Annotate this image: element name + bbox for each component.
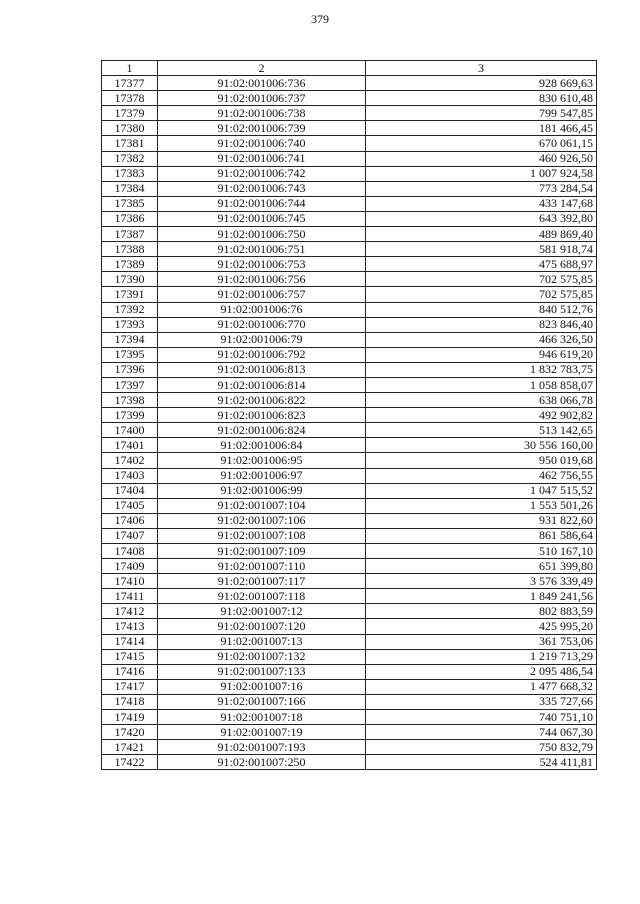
row-number-cell: 17384 xyxy=(102,181,158,196)
value-cell: 1 849 241,56 xyxy=(366,589,597,604)
cadastral-number-cell: 91:02:001007:132 xyxy=(158,649,366,664)
table-row xyxy=(102,76,597,91)
cadastral-number-cell: 91:02:001007:109 xyxy=(158,544,366,559)
cadastral-number-cell: 91:02:001006:814 xyxy=(158,377,366,392)
value-cell: 750 832,79 xyxy=(366,740,597,755)
row-number-cell: 17388 xyxy=(102,242,158,257)
cadastral-number-cell: 91:02:001007:108 xyxy=(158,528,366,543)
cadastral-number-cell: 91:02:001007:193 xyxy=(158,740,366,755)
row-number-cell: 17422 xyxy=(102,755,158,770)
row-number-cell: 17398 xyxy=(102,393,158,408)
value-cell: 1 058 858,07 xyxy=(366,377,597,392)
column-header-3: 3 xyxy=(366,61,597,76)
table-row xyxy=(102,257,597,272)
cadastral-number-cell: 91:02:001007:250 xyxy=(158,755,366,770)
cadastral-number-cell: 91:02:001006:822 xyxy=(158,393,366,408)
table-row xyxy=(102,317,597,332)
cadastral-number-cell: 91:02:001006:753 xyxy=(158,257,366,272)
row-number-cell: 17410 xyxy=(102,574,158,589)
value-cell: 643 392,80 xyxy=(366,211,597,226)
table-row xyxy=(102,227,597,242)
cadastral-number-cell: 91:02:001006:744 xyxy=(158,196,366,211)
value-cell: 524 411,81 xyxy=(366,755,597,770)
table-row xyxy=(102,725,597,740)
row-number-cell: 17389 xyxy=(102,257,158,272)
value-cell: 30 556 160,00 xyxy=(366,438,597,453)
value-cell: 335 727,66 xyxy=(366,694,597,709)
row-number-cell: 17387 xyxy=(102,227,158,242)
cadastral-number-cell: 91:02:001006:741 xyxy=(158,151,366,166)
cadastral-number-cell: 91:02:001006:751 xyxy=(158,242,366,257)
row-number-cell: 17402 xyxy=(102,453,158,468)
value-cell: 1 553 501,26 xyxy=(366,498,597,513)
value-cell: 1 832 783,75 xyxy=(366,362,597,377)
row-number-cell: 17394 xyxy=(102,332,158,347)
cadastral-number-cell: 91:02:001006:756 xyxy=(158,272,366,287)
value-cell: 460 926,50 xyxy=(366,151,597,166)
row-number-cell: 17378 xyxy=(102,91,158,106)
row-number-cell: 17399 xyxy=(102,408,158,423)
table-row xyxy=(102,513,597,528)
table-row xyxy=(102,287,597,302)
header-row xyxy=(102,61,597,76)
value-cell: 928 669,63 xyxy=(366,76,597,91)
table-row xyxy=(102,483,597,498)
value-cell: 581 918,74 xyxy=(366,242,597,257)
table-body xyxy=(102,76,597,770)
table-row xyxy=(102,528,597,543)
table-row xyxy=(102,423,597,438)
table-row xyxy=(102,106,597,121)
value-cell: 1 047 515,52 xyxy=(366,483,597,498)
row-number-cell: 17380 xyxy=(102,121,158,136)
cadastral-number-cell: 91:02:001006:757 xyxy=(158,287,366,302)
row-number-cell: 17382 xyxy=(102,151,158,166)
row-number-cell: 17377 xyxy=(102,76,158,91)
cadastral-number-cell: 91:02:001006:743 xyxy=(158,181,366,196)
value-cell: 670 061,15 xyxy=(366,136,597,151)
value-cell: 489 869,40 xyxy=(366,227,597,242)
table-row xyxy=(102,559,597,574)
cadastral-number-cell: 91:02:001007:133 xyxy=(158,664,366,679)
row-number-cell: 17420 xyxy=(102,725,158,740)
value-cell: 651 399,80 xyxy=(366,559,597,574)
value-cell: 2 095 486,54 xyxy=(366,664,597,679)
table-row xyxy=(102,574,597,589)
table-row xyxy=(102,377,597,392)
table-row xyxy=(102,302,597,317)
table-row xyxy=(102,755,597,770)
table-row xyxy=(102,362,597,377)
table-row xyxy=(102,242,597,257)
row-number-cell: 17407 xyxy=(102,528,158,543)
value-cell: 1 007 924,58 xyxy=(366,166,597,181)
table-row xyxy=(102,619,597,634)
table-row xyxy=(102,211,597,226)
row-number-cell: 17408 xyxy=(102,544,158,559)
row-number-cell: 17393 xyxy=(102,317,158,332)
row-number-cell: 17400 xyxy=(102,423,158,438)
value-cell: 181 466,45 xyxy=(366,121,597,136)
row-number-cell: 17415 xyxy=(102,649,158,664)
value-cell: 702 575,85 xyxy=(366,287,597,302)
table-row xyxy=(102,453,597,468)
value-cell: 840 512,76 xyxy=(366,302,597,317)
row-number-cell: 17391 xyxy=(102,287,158,302)
cadastral-number-cell: 91:02:001006:736 xyxy=(158,76,366,91)
page-number: 379 xyxy=(311,12,329,26)
cadastral-number-cell: 91:02:001007:120 xyxy=(158,619,366,634)
table-row xyxy=(102,438,597,453)
value-cell: 861 586,64 xyxy=(366,528,597,543)
table-row xyxy=(102,151,597,166)
value-cell: 638 066,78 xyxy=(366,393,597,408)
table-row xyxy=(102,347,597,362)
value-cell: 830 610,48 xyxy=(366,91,597,106)
table-row xyxy=(102,740,597,755)
row-number-cell: 17396 xyxy=(102,362,158,377)
table-row xyxy=(102,408,597,423)
table-row xyxy=(102,121,597,136)
row-number-cell: 17417 xyxy=(102,679,158,694)
value-cell: 510 167,10 xyxy=(366,544,597,559)
table-row xyxy=(102,649,597,664)
cadastral-number-cell: 91:02:001006:79 xyxy=(158,332,366,347)
row-number-cell: 17412 xyxy=(102,604,158,619)
cadastral-number-cell: 91:02:001007:110 xyxy=(158,559,366,574)
value-cell: 702 575,85 xyxy=(366,272,597,287)
row-number-cell: 17416 xyxy=(102,664,158,679)
row-number-cell: 17403 xyxy=(102,468,158,483)
table-row xyxy=(102,196,597,211)
table-row xyxy=(102,166,597,181)
cadastral-number-cell: 91:02:001006:823 xyxy=(158,408,366,423)
cadastral-number-cell: 91:02:001007:19 xyxy=(158,725,366,740)
row-number-cell: 17404 xyxy=(102,483,158,498)
cadastral-number-cell: 91:02:001006:739 xyxy=(158,121,366,136)
table-row xyxy=(102,332,597,347)
row-number-cell: 17421 xyxy=(102,740,158,755)
cadastral-number-cell: 91:02:001006:737 xyxy=(158,91,366,106)
cadastral-number-cell: 91:02:001006:742 xyxy=(158,166,366,181)
value-cell: 475 688,97 xyxy=(366,257,597,272)
row-number-cell: 17414 xyxy=(102,634,158,649)
cadastral-number-cell: 91:02:001007:12 xyxy=(158,604,366,619)
cadastral-number-cell: 91:02:001007:13 xyxy=(158,634,366,649)
value-cell: 799 547,85 xyxy=(366,106,597,121)
cadastral-number-cell: 91:02:001006:792 xyxy=(158,347,366,362)
cadastral-number-cell: 91:02:001007:166 xyxy=(158,694,366,709)
value-cell: 462 756,55 xyxy=(366,468,597,483)
table-row xyxy=(102,136,597,151)
row-number-cell: 17419 xyxy=(102,710,158,725)
cadastral-number-cell: 91:02:001007:104 xyxy=(158,498,366,513)
cadastral-number-cell: 91:02:001006:770 xyxy=(158,317,366,332)
table-row xyxy=(102,664,597,679)
row-number-cell: 17383 xyxy=(102,166,158,181)
cadastral-number-cell: 91:02:001006:99 xyxy=(158,483,366,498)
row-number-cell: 17411 xyxy=(102,589,158,604)
table-row xyxy=(102,498,597,513)
row-number-cell: 17390 xyxy=(102,272,158,287)
value-cell: 823 846,40 xyxy=(366,317,597,332)
cadastral-number-cell: 91:02:001006:745 xyxy=(158,211,366,226)
value-cell: 3 576 339,49 xyxy=(366,574,597,589)
column-header-2: 2 xyxy=(158,61,366,76)
row-number-cell: 17385 xyxy=(102,196,158,211)
row-number-cell: 17386 xyxy=(102,211,158,226)
value-cell: 946 619,20 xyxy=(366,347,597,362)
cadastral-number-cell: 91:02:001006:84 xyxy=(158,438,366,453)
table-row xyxy=(102,634,597,649)
table-row xyxy=(102,604,597,619)
cadastral-number-cell: 91:02:001006:95 xyxy=(158,453,366,468)
cadastral-number-cell: 91:02:001007:106 xyxy=(158,513,366,528)
table-row xyxy=(102,393,597,408)
table-row xyxy=(102,181,597,196)
value-cell: 361 753,06 xyxy=(366,634,597,649)
table-row xyxy=(102,694,597,709)
table-header xyxy=(102,61,597,76)
cadastral-number-cell: 91:02:001006:824 xyxy=(158,423,366,438)
row-number-cell: 17401 xyxy=(102,438,158,453)
data-table xyxy=(101,60,597,770)
cadastral-number-cell: 91:02:001006:740 xyxy=(158,136,366,151)
table-row xyxy=(102,91,597,106)
value-cell: 931 822,60 xyxy=(366,513,597,528)
table-row xyxy=(102,272,597,287)
value-cell: 740 751,10 xyxy=(366,710,597,725)
cadastral-number-cell: 91:02:001006:738 xyxy=(158,106,366,121)
cadastral-number-cell: 91:02:001007:16 xyxy=(158,679,366,694)
column-header-1: 1 xyxy=(102,61,158,76)
table-row xyxy=(102,589,597,604)
value-cell: 466 326,50 xyxy=(366,332,597,347)
value-cell: 950 019,68 xyxy=(366,453,597,468)
value-cell: 744 067,30 xyxy=(366,725,597,740)
cadastral-number-cell: 91:02:001006:750 xyxy=(158,227,366,242)
row-number-cell: 17418 xyxy=(102,694,158,709)
table-row xyxy=(102,468,597,483)
row-number-cell: 17409 xyxy=(102,559,158,574)
row-number-cell: 17397 xyxy=(102,377,158,392)
value-cell: 1 219 713,29 xyxy=(366,649,597,664)
value-cell: 1 477 668,32 xyxy=(366,679,597,694)
row-number-cell: 17395 xyxy=(102,347,158,362)
cadastral-number-cell: 91:02:001007:18 xyxy=(158,710,366,725)
cadastral-number-cell: 91:02:001007:118 xyxy=(158,589,366,604)
row-number-cell: 17381 xyxy=(102,136,158,151)
cadastral-number-cell: 91:02:001006:813 xyxy=(158,362,366,377)
value-cell: 433 147,68 xyxy=(366,196,597,211)
row-number-cell: 17406 xyxy=(102,513,158,528)
cadastral-number-cell: 91:02:001006:97 xyxy=(158,468,366,483)
cadastral-number-cell: 91:02:001007:117 xyxy=(158,574,366,589)
value-cell: 492 902,82 xyxy=(366,408,597,423)
cadastral-number-cell: 91:02:001006:76 xyxy=(158,302,366,317)
table-row xyxy=(102,710,597,725)
value-cell: 773 284,54 xyxy=(366,181,597,196)
value-cell: 513 142,65 xyxy=(366,423,597,438)
row-number-cell: 17405 xyxy=(102,498,158,513)
row-number-cell: 17379 xyxy=(102,106,158,121)
row-number-cell: 17413 xyxy=(102,619,158,634)
value-cell: 802 883,59 xyxy=(366,604,597,619)
value-cell: 425 995,20 xyxy=(366,619,597,634)
row-number-cell: 17392 xyxy=(102,302,158,317)
table-row xyxy=(102,679,597,694)
table-row xyxy=(102,544,597,559)
